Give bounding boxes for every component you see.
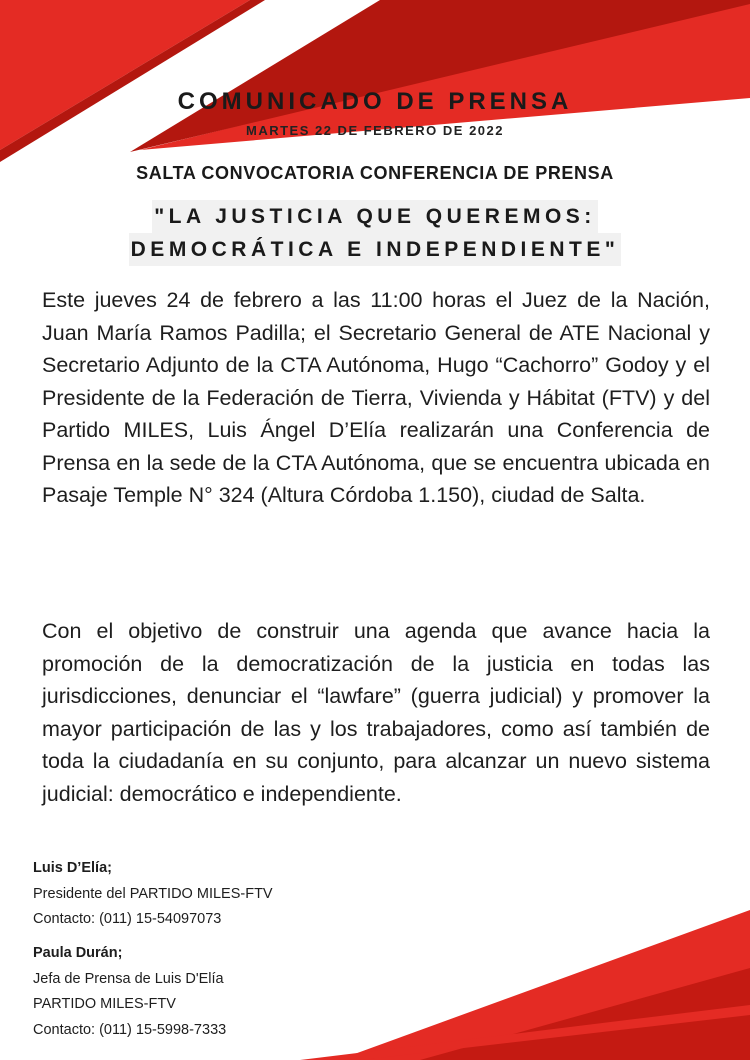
headline-line-2: DEMOCRÁTICA E INDEPENDIENTE" [129, 233, 622, 266]
contact-name: Paula Durán; [33, 945, 123, 961]
body-paragraph-1: Este jueves 24 de febrero a las 11:00 horas el Juez de la Nación, Juan María Ramos Padilla; el Secretario General de ATE Nacional y Secretario Adjunto de la CTA Autónoma, Hugo “Cachorro” Godoy y el Presidente de la Federación de Tierra, Vivienda y Hábitat (FTV) y del Partido MILES, Luis Ángel D’Elía realizarán una Conferencia de Prensa en la sede de la CTA Autónoma, que se encuentra ubicada en Pasaje Temple N° 324 (Altura Córdoba 1.150), ciudad de Salta. [42, 288, 710, 507]
headline-line-1: "LA JUSTICIA QUE QUEREMOS: [152, 200, 598, 233]
release-date: MARTES 22 DE FEBRERO DE 2022 [245, 123, 504, 138]
contact-role: Jefa de Prensa de Luis D'Elía [33, 970, 224, 987]
contact-name: Luis D’Elía; [33, 860, 112, 876]
contact-phone: Contacto: (011) 15-54097073 [33, 911, 222, 927]
page-title: COMUNICADO DE PRENSA [177, 88, 573, 115]
contact-role: Presidente del PARTIDO MILES-FTV [33, 885, 273, 902]
body-paragraph-2: Con el objetivo de construir una agenda que avance hacia la promoción de la democratización de la justicia en todas las jurisdicciones, denunciar el “lawfare” (guerra judicial) y promover la mayor participación de las y los trabajadores, como así también de toda la ciudadanía en su conjunto, para alcanzar un nuevo sistema judicial: democrático e independiente. [42, 619, 710, 806]
contact-org: PARTIDO MILES-FTV [33, 996, 176, 1012]
contact-phone: Contacto: (011) 15-5998-7333 [33, 1021, 227, 1038]
contact-block-2 [33, 941, 226, 1043]
subtitle: SALTA CONVOCATORIA CONFERENCIA DE PRENSA [136, 163, 614, 183]
headline [60, 200, 690, 266]
contact-block-1 [33, 856, 273, 933]
